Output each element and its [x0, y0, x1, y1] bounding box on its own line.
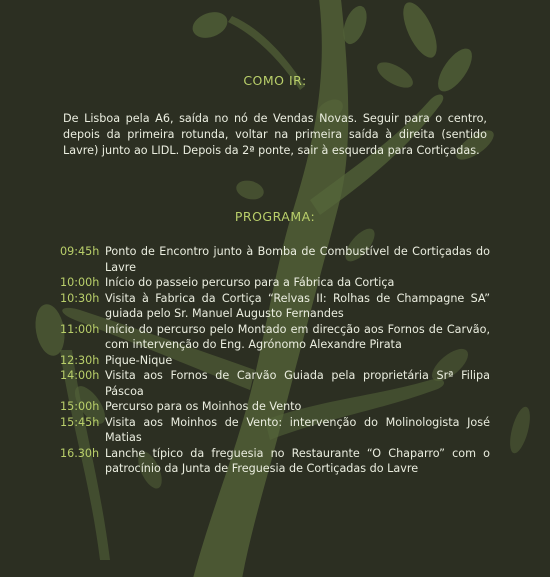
schedule-description: Início do passeio percurso para a Fábrica da Cortiça: [105, 276, 395, 289]
schedule-time: 11:00h: [60, 322, 100, 336]
schedule-item: [60, 399, 490, 415]
schedule-item: [60, 368, 490, 399]
schedule-description: Pique-Nique: [105, 353, 173, 367]
schedule-item: [60, 275, 490, 291]
schedule-description: Ponto de Encontro junto à Bomba de Combustível de Cortiçadas do Lavre: [105, 245, 490, 274]
schedule-item: [60, 291, 490, 322]
schedule-list: [60, 244, 490, 477]
schedule-time: 15:00h: [60, 400, 100, 413]
schedule-time: 10:30h: [60, 291, 100, 305]
schedule-description: Lanche típico da freguesia no Restaurante “O Chaparro” com o patrocínio da Junta de Freguesia de Cortiçadas do Lavre: [105, 446, 490, 475]
schedule-description: Visita aos Moinhos de Vento: intervenção do Molinologista José Matias: [105, 415, 490, 444]
schedule-time: 14:00h: [60, 369, 100, 382]
schedule-item: [60, 244, 490, 275]
directions-paragraph: De Lisboa pela A6, saída no nó de Vendas Novas. Seguir para o centro, depois da primeira rotunda, voltar na primeira saída à direita (sentido Lavre) junto ao LIDL. Depois da 2ª ponte, sair à esquerda para Cortiçadas.: [63, 112, 487, 157]
schedule-description: Visita à Fabrica da Cortiça “Relvas II: Rolhas de Champagne SA” guiada pelo Sr. Manuel Augusto Fernandes: [105, 291, 490, 320]
schedule-time: 12:30h: [60, 353, 100, 367]
schedule-time: 16.30h: [60, 446, 100, 460]
schedule-time: 10:00h: [60, 276, 100, 289]
schedule-description: Início do percurso pelo Montado em direcção aos Fornos de Carvão, com intervenção do Eng. Agrónomo Alexandre Pirata: [105, 322, 490, 351]
schedule-item: [60, 446, 490, 477]
programa-heading: PROGRAMA:: [234, 209, 316, 224]
schedule-description: Visita aos Fornos de Carvão Guiada pela proprietária Srª Filipa Páscoa: [105, 369, 490, 398]
schedule-time: 15:45h: [60, 415, 100, 429]
schedule-item: [60, 322, 490, 353]
schedule-description: Percurso para os Moinhos de Vento: [105, 400, 302, 413]
como-ir-heading: COMO IR:: [243, 73, 307, 88]
schedule-item: [60, 353, 490, 369]
schedule-item: [60, 415, 490, 446]
schedule-time: 09:45h: [60, 245, 100, 258]
